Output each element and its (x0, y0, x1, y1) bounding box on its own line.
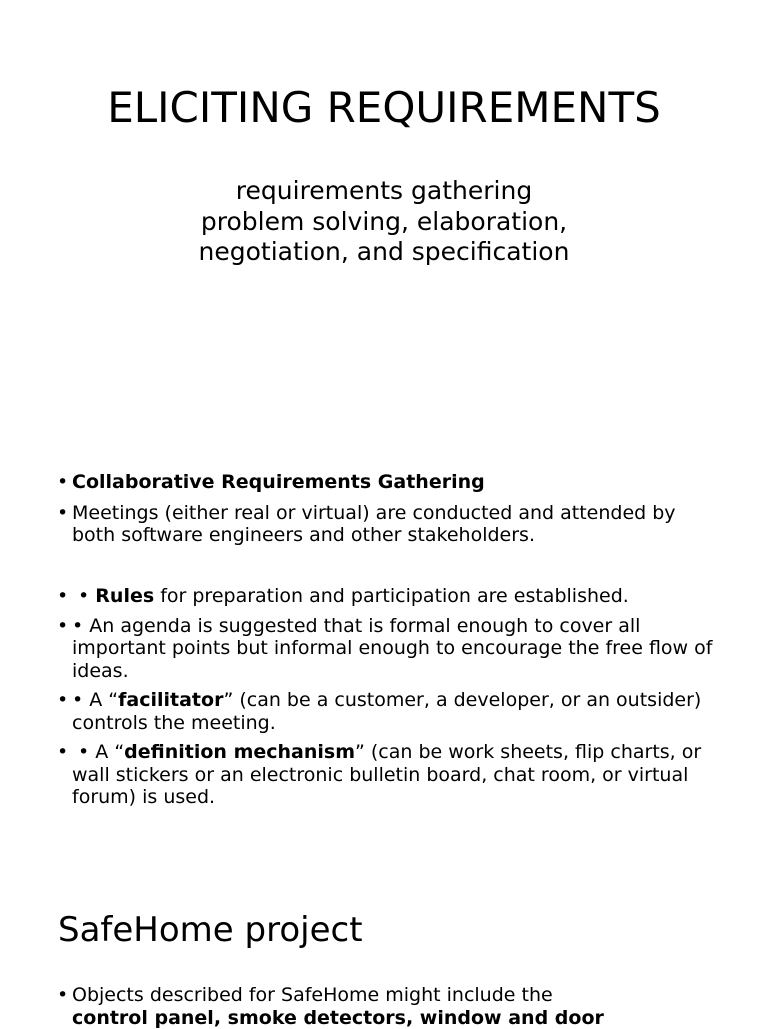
subtitle-line: requirements gathering (0, 176, 768, 207)
bullet-icon: • (57, 741, 68, 764)
bullet-text: • (72, 585, 95, 607)
bullet-list-intro (57, 471, 717, 555)
bullet-text: ” (can be work sheets, flip charts, or wall stickers or an electronic bulletin board, chat room, or virtual forum) is used. (72, 741, 701, 808)
section-title: SafeHome project (58, 910, 363, 950)
bullet-list-rules (57, 585, 717, 816)
bullet-text: Objects described for SafeHome might include the (72, 984, 553, 1006)
title-slide (0, 0, 768, 300)
bullet-text: for preparation and participation are established. (154, 585, 629, 607)
slide-subtitle (0, 176, 768, 268)
bullet-text: • An agenda is suggested that is formal enough to cover all important points but informal enough to encourage the free flow of ideas. (72, 615, 712, 682)
slide-title: ELICITING REQUIREMENTS (0, 84, 768, 132)
bullet-bold: Rules (95, 585, 154, 607)
bullet-item (57, 615, 717, 683)
bullet-item (57, 689, 717, 734)
bullet-list-safehome (57, 984, 717, 1029)
bullet-item (57, 471, 717, 494)
bullet-icon: • (57, 471, 68, 494)
bullet-item (57, 585, 717, 608)
bullet-icon: • (57, 502, 68, 525)
bullet-heading: Collaborative Requirements Gathering (72, 471, 485, 493)
bullet-icon: • (57, 689, 68, 712)
bullet-bold: facilitator (118, 689, 223, 711)
bullet-text: • A “ (72, 689, 118, 711)
bullet-icon: • (57, 585, 68, 608)
bullet-text: ” (can be a customer, a developer, or an outsider) controls the meeting. (72, 689, 701, 734)
bullet-icon: • (57, 615, 68, 638)
bullet-item (57, 741, 717, 809)
bullet-bold: definition mechanism (124, 741, 355, 763)
bullet-text: Meetings (either real or virtual) are conducted and attended by both software engineers and other stakeholders. (72, 502, 676, 547)
subtitle-line: problem solving, elaboration, (0, 207, 768, 238)
bullet-item (57, 502, 717, 547)
bullet-text: • A “ (72, 741, 124, 763)
bullet-bold: control panel, smoke detectors, window and door (72, 1007, 717, 1029)
bullet-item (57, 984, 717, 1029)
bullet-icon: • (57, 984, 68, 1007)
subtitle-line: negotiation, and specification (0, 237, 768, 268)
